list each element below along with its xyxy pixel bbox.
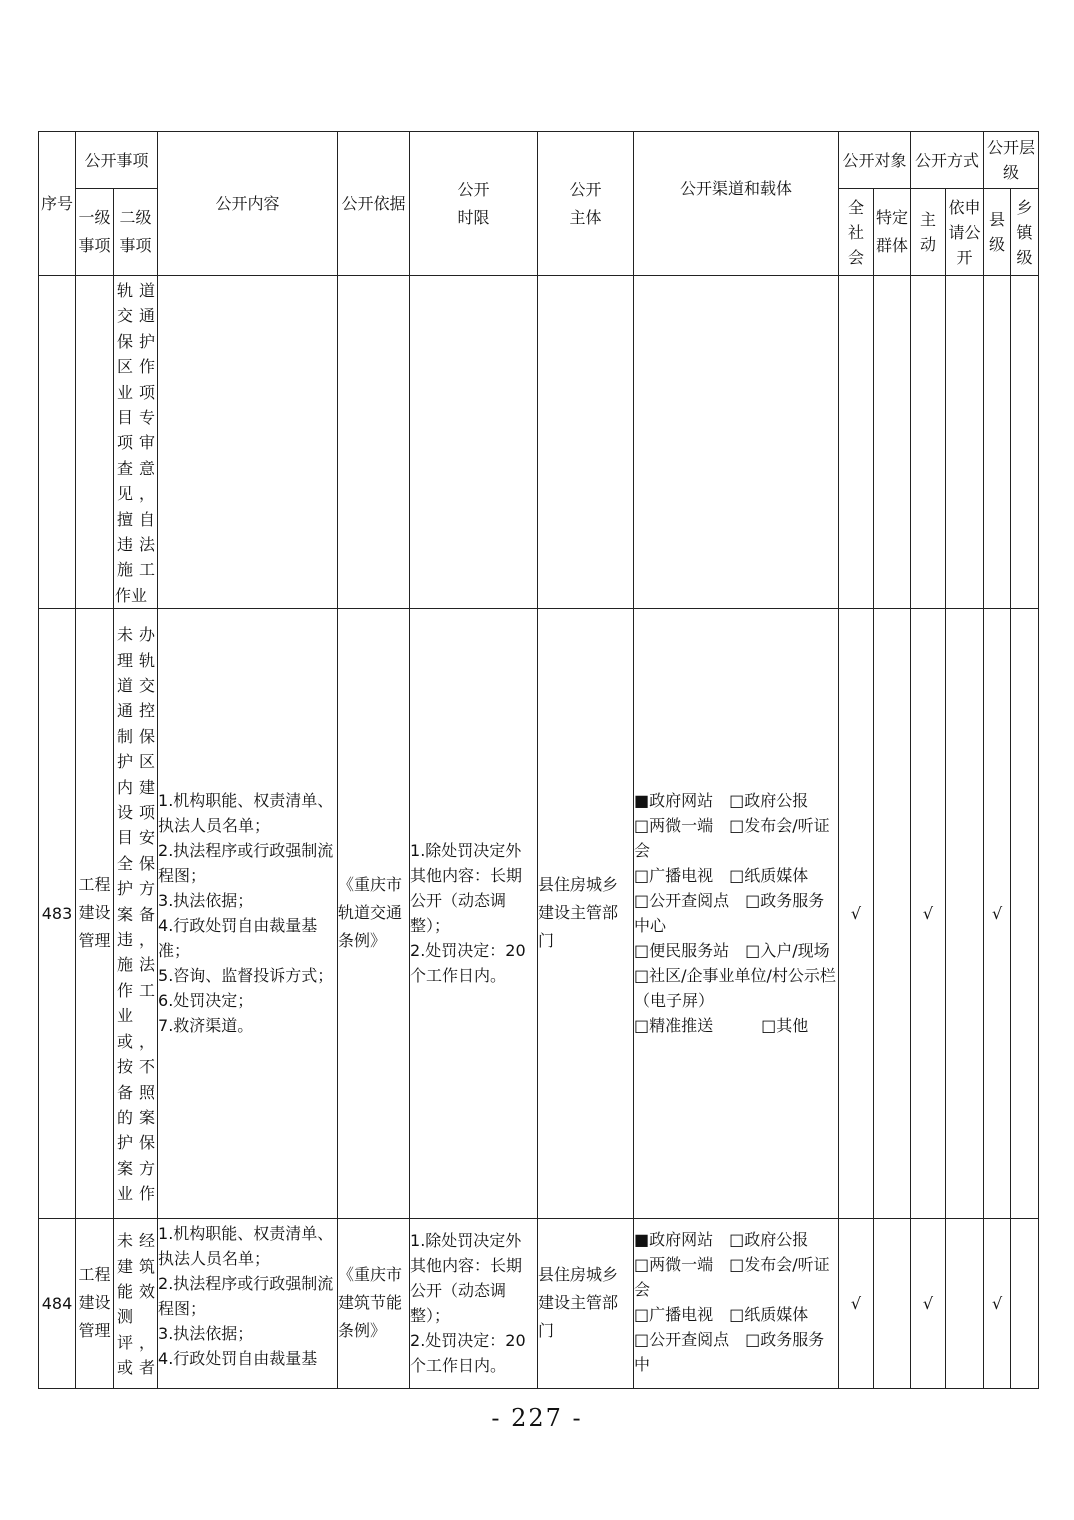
item-char: 安 — [139, 828, 156, 848]
header-level-town: 乡镇级 — [1011, 189, 1039, 276]
item-char: 法 — [139, 955, 156, 975]
item-char: 案 — [116, 904, 133, 924]
channel-line: □精准推送 □其他 — [634, 1016, 809, 1036]
content-line: 4.行政处罚自由裁量基 — [158, 1348, 318, 1368]
item-char: 照 — [139, 1082, 156, 1102]
item-char: 作 — [116, 980, 133, 1000]
row-limit — [410, 1218, 538, 1388]
item-char: 专 — [139, 408, 156, 428]
item-char: ， — [139, 930, 156, 950]
channel-line: □便民服务站 □入户/现场 — [634, 941, 830, 961]
row-basis — [338, 276, 410, 609]
limit-line: 1.除处罚决定外其他内容：长期公开（动态调整）； — [410, 841, 523, 936]
item-char: 案 — [139, 1107, 156, 1127]
row-mode-active: √ — [911, 608, 946, 1218]
channel-line: □公开查阅点 □政务服务中心 — [634, 891, 825, 936]
header-channel: 公开渠道和载体 — [634, 132, 839, 276]
item-char: 擅 — [116, 509, 133, 529]
row-seq: 484 — [39, 1218, 76, 1388]
item-char: 道 — [116, 676, 133, 696]
item-char: 区 — [116, 357, 133, 377]
row-subject: 县住房城乡建设主管部门 — [538, 608, 634, 1218]
item-char: 保 — [139, 853, 156, 873]
item-char: 施 — [116, 560, 133, 580]
item-char: 目 — [116, 408, 133, 428]
channel-line: ■政府网站 □政府公报 — [634, 791, 809, 811]
item-char: 效 — [139, 1281, 156, 1301]
header-target-group: 特定群体 — [874, 189, 911, 276]
item-char: 工 — [139, 560, 156, 580]
item-char: 筑 — [139, 1256, 156, 1276]
item-char: 护 — [116, 752, 133, 772]
item-char: 办 — [139, 625, 156, 645]
table-row — [39, 608, 1039, 1218]
item-char: 设 — [116, 803, 133, 823]
row-target-all: √ — [839, 1218, 874, 1388]
row-mode-active: √ — [911, 1218, 946, 1388]
row-level-county: √ — [984, 608, 1011, 1218]
item-char: 业 — [116, 1006, 133, 1026]
content-line: 1.机构职能、权责清单、执法人员名单； — [158, 1223, 334, 1268]
item-char: 通 — [139, 306, 156, 326]
item-char: 或 — [116, 1031, 133, 1051]
item-char: 自 — [139, 509, 156, 529]
table-row — [39, 1218, 1039, 1388]
item-char: 项 — [139, 803, 156, 823]
content-line: 2.执法程序或行政强制流程图； — [158, 1273, 334, 1318]
item-char: 案 — [116, 1158, 133, 1178]
header-mode-apply: 依申请公开 — [946, 189, 984, 276]
row-channel — [634, 1218, 839, 1388]
row-item-l2: 轨 交 保 区 业 目 项 查 见 擅 违 施 道 通 护 作 项 专 审 意 ， 自 法 工 作业 — [114, 276, 158, 609]
item-char: 未 — [116, 625, 133, 645]
channel-line: □两微一端 □发布会/听证会 — [634, 816, 830, 861]
row-content — [158, 1218, 338, 1388]
item-char: 能 — [116, 1281, 133, 1301]
item-char: 目 — [116, 828, 133, 848]
item-char: 施 — [116, 955, 133, 975]
row-item-l1: 工程建设管理 — [76, 1218, 114, 1388]
row-item-l2 — [114, 1218, 158, 1388]
content-line: 5.咨询、监督投诉方式； — [158, 966, 334, 986]
header-seq: 序号 — [39, 132, 76, 276]
item-char: 者 — [139, 1358, 156, 1378]
channel-line: □广播电视 □纸质媒体 — [634, 866, 809, 886]
item-char: 项 — [139, 382, 156, 402]
item-char: 作 — [139, 1184, 156, 1204]
item-char: 方 — [139, 879, 156, 899]
row-subject: 县住房城乡建设主管部门 — [538, 1218, 634, 1388]
header-content: 公开内容 — [158, 132, 338, 276]
item-char: 制 — [116, 726, 133, 746]
row-channel — [634, 608, 839, 1218]
content-line: 4.行政处罚自由裁量基准； — [158, 916, 318, 961]
item-char: ， — [139, 484, 156, 504]
item-char — [144, 1304, 149, 1329]
item-char: 审 — [139, 433, 156, 453]
page-number: - 227 - — [491, 1404, 583, 1432]
content-line: 7.救济渠道。 — [158, 1016, 254, 1036]
item-char: 测 — [116, 1307, 133, 1327]
item-char: 法 — [139, 535, 156, 555]
item-char: 保 — [116, 331, 133, 351]
item-char: 业 — [116, 1184, 133, 1204]
row-basis: 《重庆市轨道交通条例》 — [338, 608, 410, 1218]
item-char: 项 — [116, 433, 133, 453]
row-channel — [634, 276, 839, 609]
channel-line: □社区/企事业单位/村公示栏（电子屏） — [634, 966, 836, 1011]
row-content — [158, 276, 338, 609]
row-limit — [410, 608, 538, 1218]
item-char: ， — [139, 1332, 156, 1352]
limit-line: 2.处罚决定：20个工作日内。 — [410, 941, 526, 986]
item-char: 保 — [139, 726, 156, 746]
disclosure-table — [38, 131, 1039, 1389]
content-line: 3.执法依据； — [158, 891, 254, 911]
header-item-l1: 一级事项 — [76, 189, 114, 276]
content-line: 2.执法程序或行政强制流程图； — [158, 841, 334, 886]
item-char: 保 — [139, 1133, 156, 1153]
item-char: 备 — [116, 1082, 133, 1102]
item-char: 区 — [139, 752, 156, 772]
row-item-l1: 工程建设管理 — [76, 608, 114, 1218]
item-char: 内 — [116, 777, 133, 797]
item-char: 违 — [116, 535, 133, 555]
row-seq — [39, 276, 76, 609]
item-char: 通 — [116, 701, 133, 721]
content-line: 1.机构职能、权责清单、执法人员名单； — [158, 791, 334, 836]
item-char: 护 — [139, 331, 156, 351]
header-item-l2: 二级事项 — [114, 189, 158, 276]
row-subject — [538, 276, 634, 609]
item-char: 工 — [139, 980, 156, 1000]
header-mode: 公开方式 — [911, 132, 984, 189]
header-target-all: 全社会 — [839, 189, 874, 276]
header-level: 公开层级 — [984, 132, 1039, 189]
item-char: 交 — [116, 306, 133, 326]
item-char: 评 — [116, 1332, 133, 1352]
item-char: 控 — [139, 701, 156, 721]
item-char: 意 — [139, 458, 156, 478]
channel-line: □两微一端 □发布会/听证会 — [634, 1254, 830, 1299]
table-row — [39, 276, 1039, 609]
header-basis: 公开依据 — [338, 132, 410, 276]
item-char — [144, 1003, 149, 1028]
item-char: 查 — [116, 458, 133, 478]
limit-line: 2.处罚决定：20个工作日内。 — [410, 1331, 526, 1376]
item-char: 未 — [116, 1231, 133, 1251]
header-mode-active: 主动 — [911, 189, 946, 276]
row-item-l1 — [76, 276, 114, 609]
header-item: 公开事项 — [76, 132, 158, 189]
item-char: 作 — [139, 357, 156, 377]
item-char: 护 — [116, 1133, 133, 1153]
row-target-all: √ — [839, 608, 874, 1218]
header-target: 公开对象 — [839, 132, 911, 189]
item-char: 交 — [139, 676, 156, 696]
item-char: 护 — [116, 879, 133, 899]
item-char: 经 — [139, 1231, 156, 1251]
content-line: 3.执法依据； — [158, 1323, 254, 1343]
channel-line: □公开查阅点 □政务服务中 — [634, 1329, 825, 1374]
item-char: 道 — [139, 281, 156, 300]
row-seq: 483 — [39, 608, 76, 1218]
row-content — [158, 608, 338, 1218]
channel-line: ■政府网站 □政府公报 — [634, 1229, 809, 1249]
item-char: 轨 — [139, 650, 156, 670]
row-item-l2 — [114, 608, 158, 1218]
row-limit — [410, 276, 538, 609]
row-basis: 《重庆市建筑节能条例》 — [338, 1218, 410, 1388]
item-char: ， — [139, 1031, 156, 1051]
header-limit: 公开时限 — [410, 132, 538, 276]
item-char: 备 — [139, 904, 156, 924]
item-char: 按 — [116, 1057, 133, 1077]
item-char: 或 — [116, 1358, 133, 1378]
content-line: 6.处罚决定； — [158, 991, 254, 1011]
item-char: 轨 — [116, 281, 133, 300]
item-char: 的 — [116, 1107, 133, 1127]
header-subject: 公开主体 — [538, 132, 634, 276]
limit-line: 1.除处罚决定外其他内容：长期公开（动态调整）； — [410, 1231, 523, 1326]
item-char: 理 — [116, 650, 133, 670]
channel-line: □广播电视 □纸质媒体 — [634, 1304, 809, 1324]
item-char: 不 — [139, 1057, 156, 1077]
item-char: 违 — [116, 930, 133, 950]
header-level-county: 县级 — [984, 189, 1011, 276]
row-level-county: √ — [984, 1218, 1011, 1388]
item-char: 见 — [116, 484, 133, 504]
item-char: 业 — [116, 382, 133, 402]
item-char: 建 — [139, 777, 156, 797]
item-char: 全 — [116, 853, 133, 873]
item-char: 建 — [116, 1256, 133, 1276]
item-char: 方 — [139, 1158, 156, 1178]
